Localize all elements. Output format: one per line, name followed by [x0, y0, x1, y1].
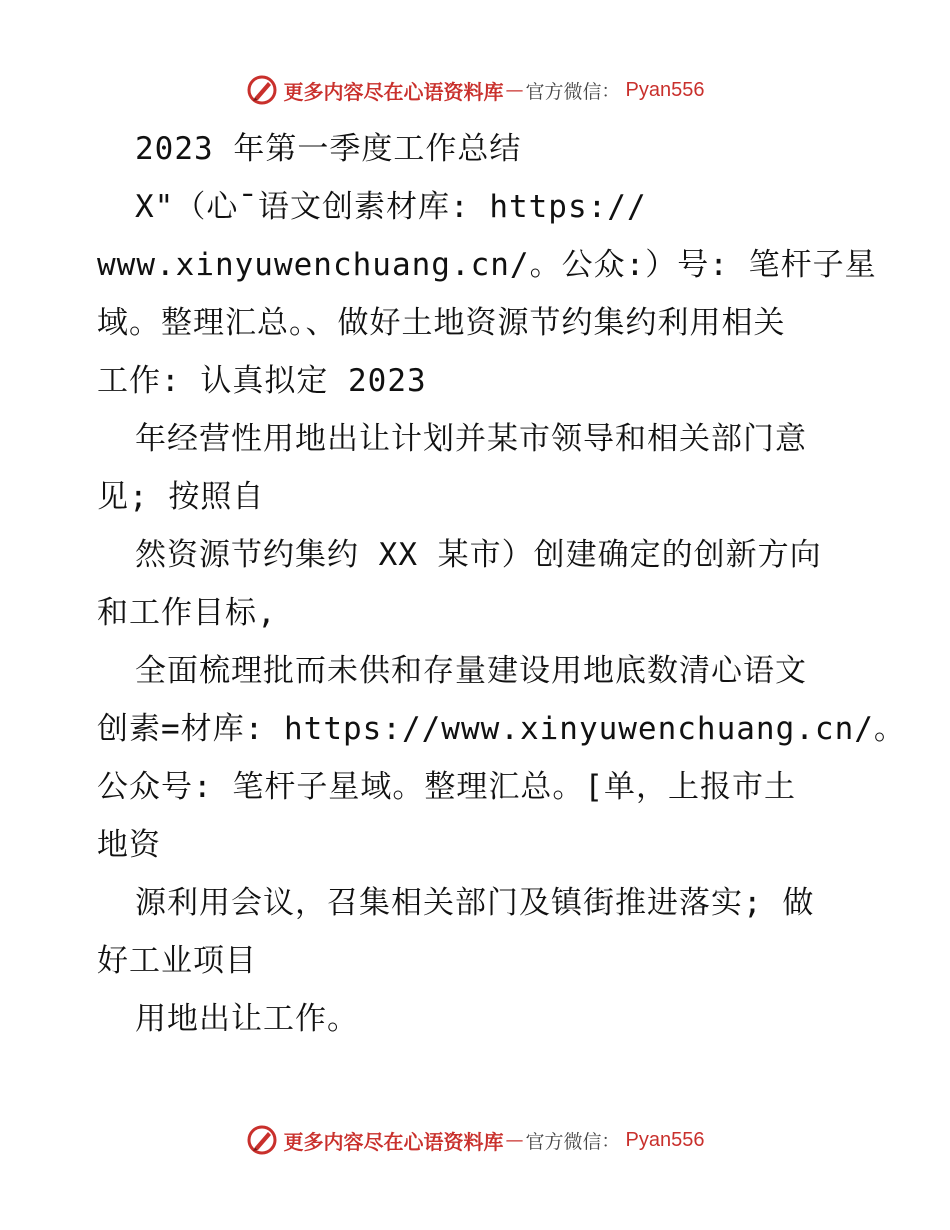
paragraph-line: 源利用会议，召集相关部门及镇街推进落实; 做: [135, 885, 815, 921]
paragraph-line: X"（心¯语文创素材库: https://: [135, 189, 647, 225]
banner-official-label: 官方微信: [525, 80, 602, 103]
banner-wechat-id: Pyan556: [625, 78, 705, 101]
banner-main-text: 更多内容尽在心语资料库: [283, 79, 504, 104]
document-title: 2023 年第一季度工作总结: [135, 131, 522, 167]
document-body: [97, 120, 906, 1048]
footer-banner: [0, 1120, 950, 1160]
paragraph-line: 工作: 认真拟定 2023: [97, 363, 427, 399]
pen-logo-icon: [246, 1124, 278, 1156]
banner-dash: —: [505, 1129, 524, 1151]
paragraph-line: 和工作目标,: [97, 595, 277, 631]
banner-colon: ：: [601, 81, 620, 102]
header-banner: [0, 70, 950, 110]
banner-wechat-id: Pyan556: [625, 1128, 705, 1151]
paragraph-line: 域。整理汇总。、做好土地资源节约集约利用相关: [97, 305, 786, 341]
paragraph-line: 地资: [97, 827, 161, 863]
paragraph-line: 然资源节约集约 XX 某市）创建确定的创新方向: [135, 537, 822, 573]
banner-colon: ：: [601, 1131, 620, 1152]
paragraph-line: 用地出让工作。: [135, 1001, 359, 1037]
paragraph-line: 公众号: 笔杆子星域。整理汇总。[单，上报市土: [97, 769, 796, 805]
banner-main-text: 更多内容尽在心语资料库: [283, 1129, 504, 1154]
paragraph-line: 好工业项目: [97, 943, 257, 979]
paragraph-line: 创素=材库: https://www.xinyuwenchuang.cn/。: [97, 711, 906, 747]
paragraph-line: 年经营性用地出让计划并某市领导和相关部门意: [135, 421, 807, 457]
paragraph-line: 全面梳理批而未供和存量建设用地底数清心语文: [135, 653, 807, 689]
banner-dash: —: [505, 79, 524, 101]
banner-official-label: 官方微信: [525, 1130, 602, 1153]
paragraph-line: 见; 按照自: [97, 479, 265, 515]
pen-logo-icon: [246, 74, 278, 106]
paragraph-line: www.xinyuwenchuang.cn/。公众:）号: 笔杆子星: [97, 247, 877, 283]
